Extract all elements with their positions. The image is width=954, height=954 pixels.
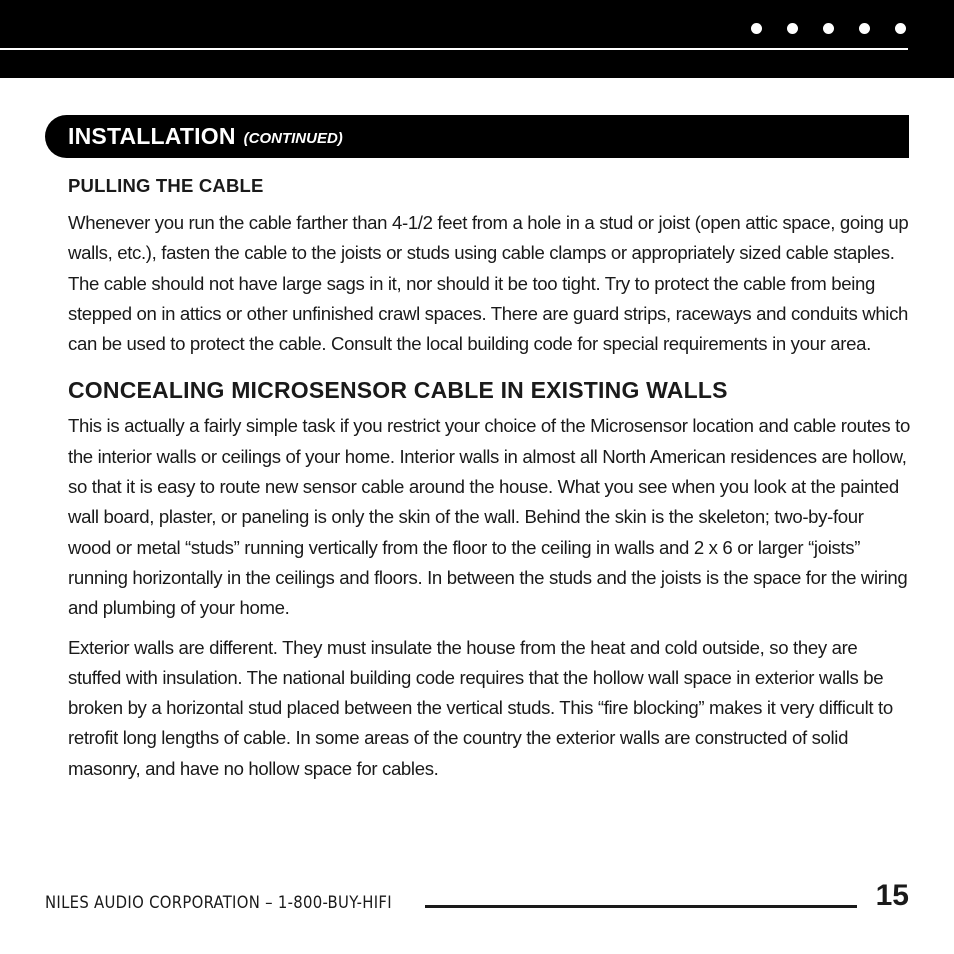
paragraph-exterior-walls: Exterior walls are different. They must insulate the house from the heat and cold outside, so they are stuffed with insulation. The national building code requires that the hollow wall space in exterior walls be broken by a horizontal stud placed between the vertical studs. This “fire blocking” makes it very difficult to retrofit long lengths of cable. In some areas of the country the exterior walls are constructed of solid masonry, and have no hollow space for cables. xyxy=(68,636,893,779)
section-title: INSTALLATION xyxy=(68,123,236,149)
paragraph-pulling-cable: Whenever you run the cable farther than 4-1/2 feet from a hole in a stud or joist (open attic space, going up walls, etc.), fasten the cable to the joists or studs using cable clamps or appropriately sized cable staples. The cable should not have large sags in it, nor should it be too tight. Try to protect the cable from being stepped on in attics or other unfinished crawl spaces. There are guard strips, raceways and conduits which can be used to protect the cable. Consult the local building code for special requirements in your area. xyxy=(68,212,909,355)
page-number: 15 xyxy=(875,879,909,912)
page-content xyxy=(68,172,910,784)
header-rule xyxy=(0,48,908,50)
dot-icon xyxy=(859,23,870,34)
dot-icon xyxy=(823,23,834,34)
header-dots xyxy=(751,23,906,34)
paragraph-interior-walls: This is actually a fairly simple task if you restrict your choice of the Microsensor location and cable routes to the interior walls or ceilings of your home. Interior walls in almost all North American residences are hollow, so that it is easy to route new sensor cable around the house. What you see when you look at the painted wall board, plaster, or paneling is only the skin of the wall. Behind the skin is the skeleton; two-by-four wood or metal “studs” running vertically from the floor to the ceiling in walls and 2 x 6 or larger “joists” running horizontally in the ceilings and floors. In between the studs and the joists is the space for the wiring and plumbing of your home. xyxy=(68,415,910,619)
section-subtitle: (CONTINUED) xyxy=(243,130,343,147)
section-header xyxy=(45,115,909,158)
header-bar xyxy=(0,0,954,78)
footer-org-text: NILES AUDIO CORPORATION – 1-800-BUY-HIFI xyxy=(45,893,392,912)
footer-rule xyxy=(425,905,857,908)
dot-icon xyxy=(787,23,798,34)
subheading-pulling-cable: PULLING THE CABLE xyxy=(68,175,264,196)
page-footer xyxy=(45,879,909,921)
dot-icon xyxy=(895,23,906,34)
heading-concealing-cable: CONCEALING MICROSENSOR CABLE IN EXISTING WALLS xyxy=(68,377,728,404)
dot-icon xyxy=(751,23,762,34)
